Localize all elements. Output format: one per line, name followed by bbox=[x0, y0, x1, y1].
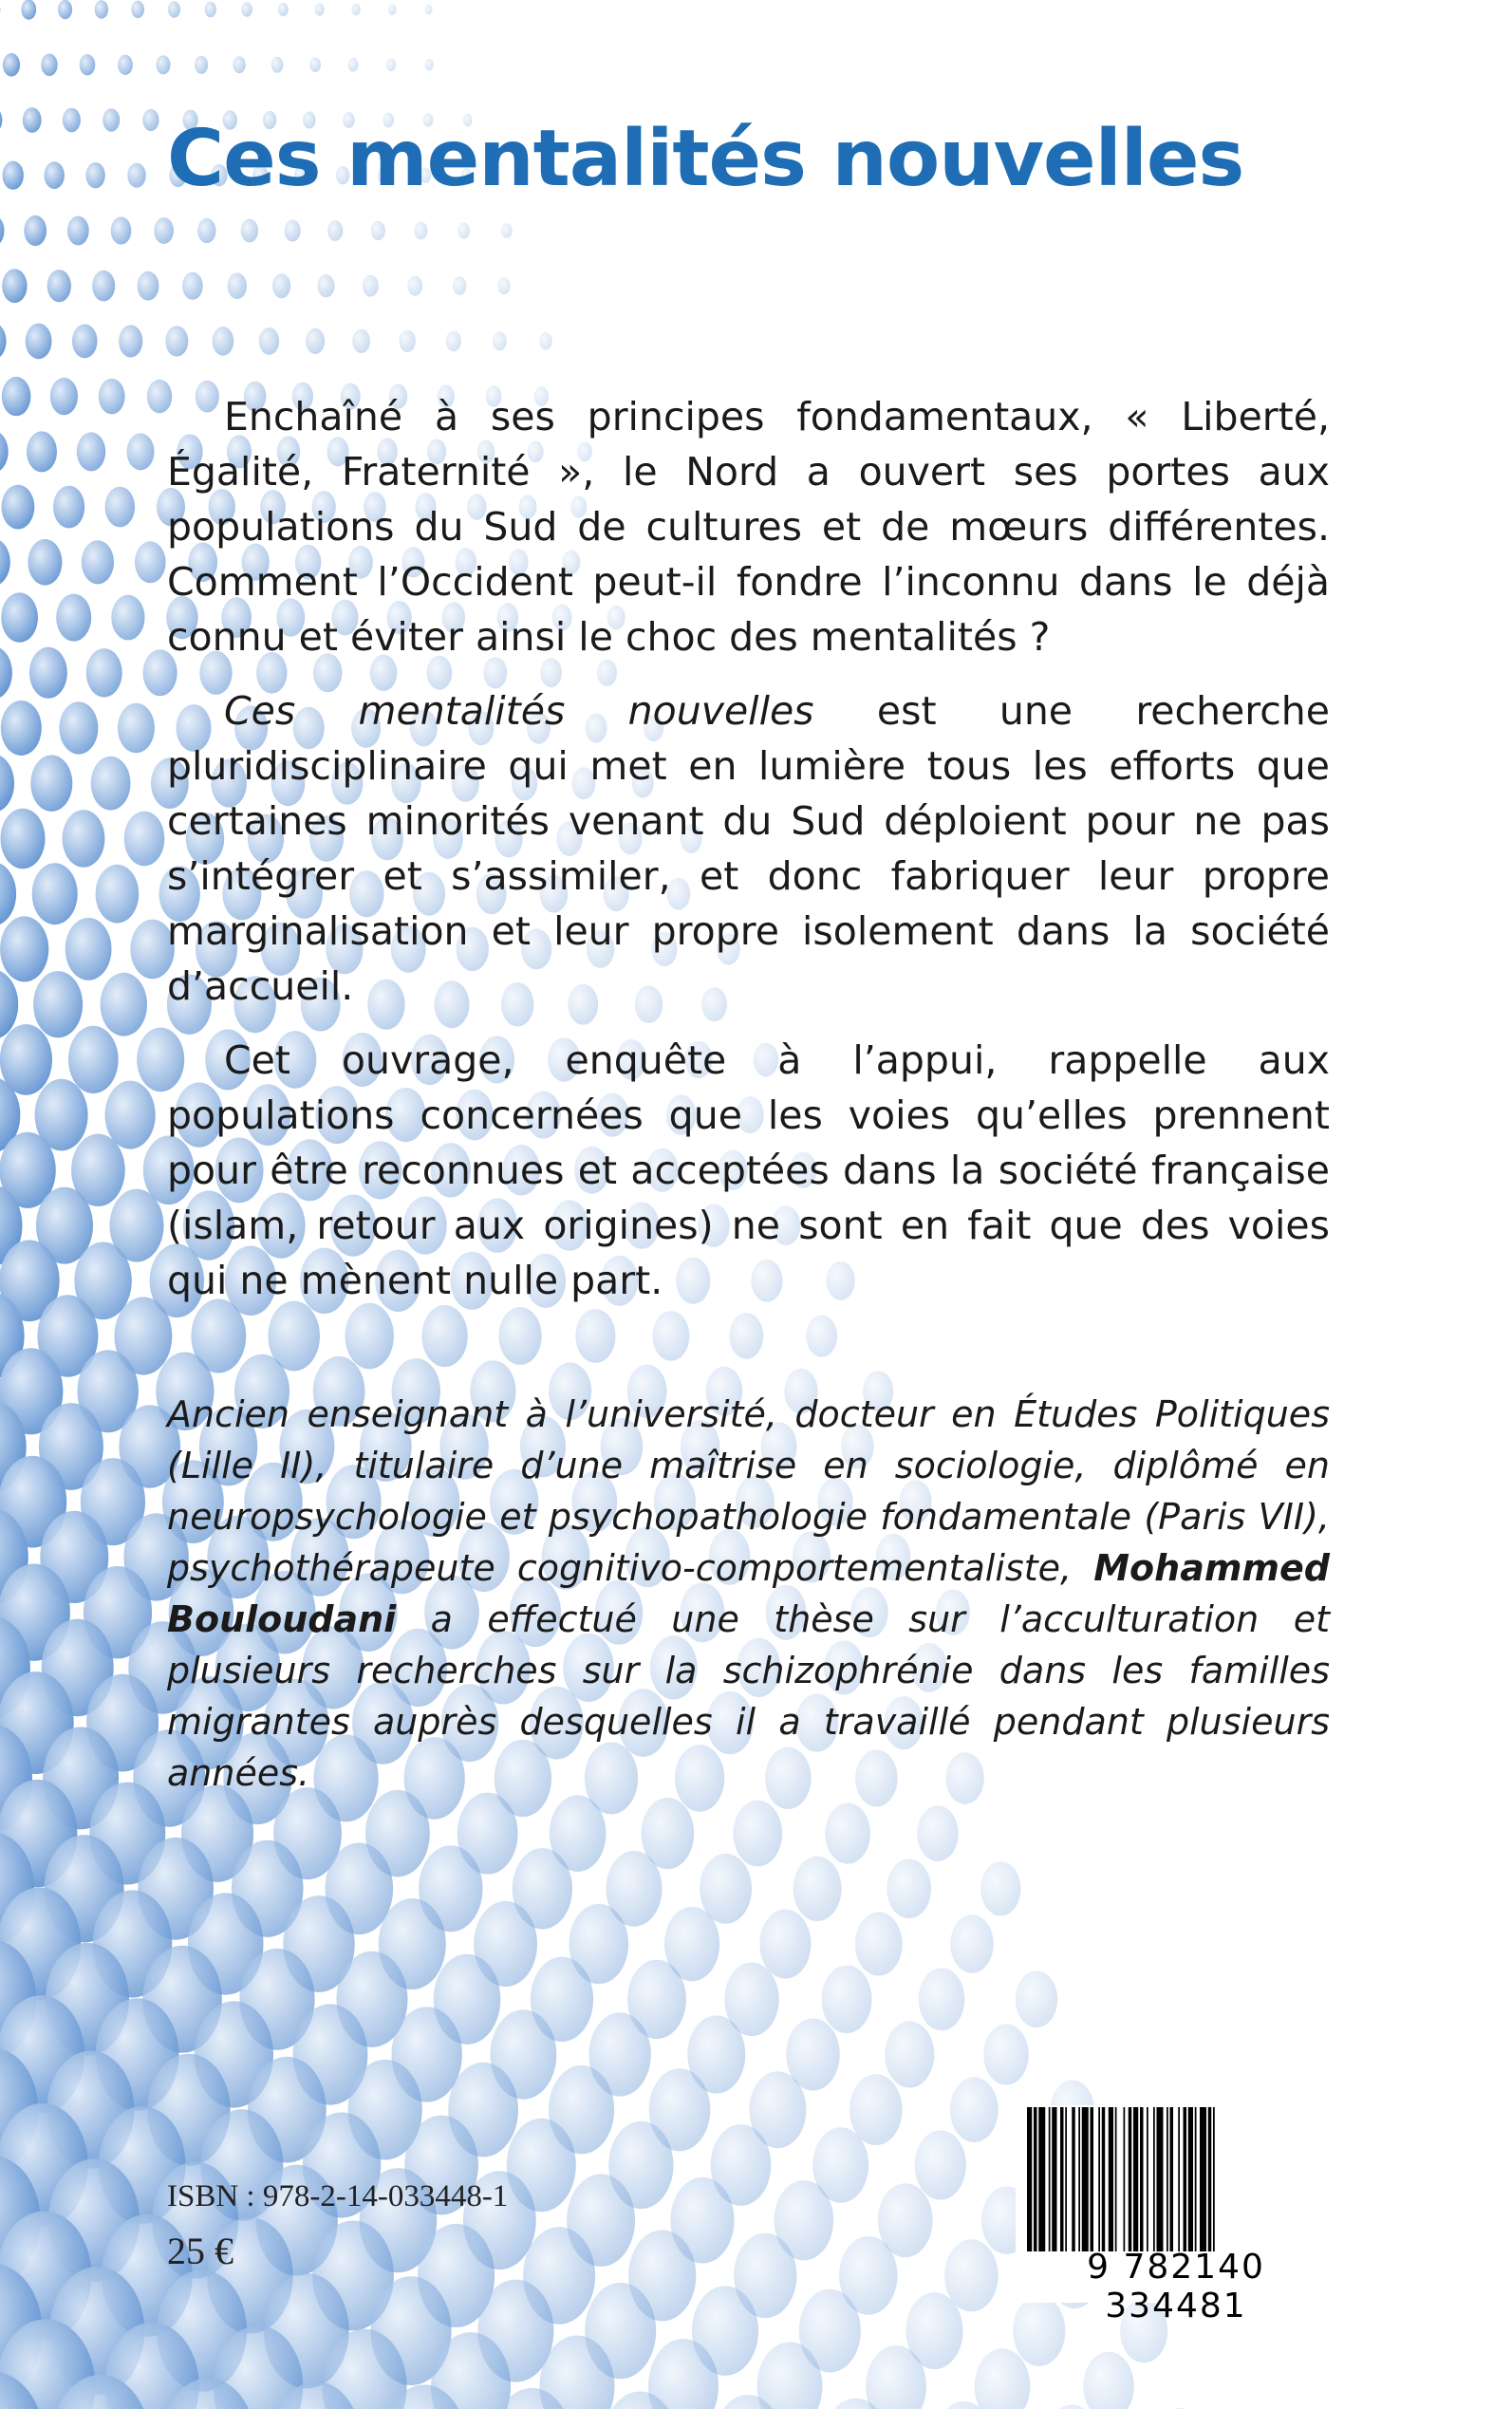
decorative-dot bbox=[105, 487, 136, 528]
decorative-dot bbox=[85, 162, 104, 188]
decorative-dot bbox=[944, 2239, 998, 2311]
decorative-dot bbox=[950, 1914, 993, 1972]
decorative-dot bbox=[26, 324, 52, 360]
book-title: Ces mentalités nouvelles bbox=[167, 114, 1244, 204]
decorative-dot bbox=[41, 54, 57, 77]
decorative-dot bbox=[72, 325, 98, 359]
barcode-bar bbox=[1208, 2107, 1212, 2251]
decorative-dot bbox=[124, 812, 165, 867]
decorative-dot bbox=[228, 272, 247, 299]
decorative-dot bbox=[3, 161, 24, 190]
author-name: Mohammed Bouloudani bbox=[167, 1547, 1330, 1640]
decorative-dot bbox=[3, 53, 20, 77]
decorative-dot bbox=[453, 276, 466, 295]
decorative-dot bbox=[2, 485, 35, 530]
barcode-bar bbox=[1109, 2107, 1113, 2251]
barcode-bar bbox=[1072, 2107, 1075, 2251]
decorative-dot bbox=[285, 219, 301, 241]
decorative-dot bbox=[28, 539, 62, 586]
decorative-dot bbox=[47, 270, 71, 302]
decorative-dot bbox=[45, 161, 65, 189]
decorative-dot bbox=[213, 327, 234, 356]
decorative-dot bbox=[80, 54, 96, 75]
decorative-dot bbox=[318, 274, 335, 297]
decorative-dot bbox=[0, 323, 7, 360]
barcode-bar bbox=[1184, 2107, 1187, 2251]
decorative-dot bbox=[734, 1801, 783, 1867]
decorative-dot bbox=[497, 277, 510, 294]
decorative-dot bbox=[272, 273, 290, 298]
decorative-dot bbox=[63, 108, 81, 133]
back-cover-summary bbox=[167, 389, 1330, 1327]
decorative-dot bbox=[118, 55, 133, 75]
decorative-dot bbox=[92, 271, 115, 302]
decorative-dot bbox=[138, 271, 159, 301]
decorative-dot bbox=[77, 432, 105, 471]
barcode-bar bbox=[1065, 2107, 1067, 2251]
decorative-dot bbox=[23, 107, 42, 133]
decorative-dot bbox=[233, 56, 245, 73]
decorative-dot bbox=[91, 756, 131, 811]
barcode-bar bbox=[1195, 2107, 1197, 2251]
barcode-bar bbox=[1038, 2107, 1045, 2251]
decorative-dot bbox=[0, 430, 9, 473]
decorative-dot bbox=[0, 754, 14, 812]
decorative-dot bbox=[363, 275, 379, 297]
barcode-bar bbox=[1140, 2107, 1144, 2251]
decorative-dot bbox=[197, 218, 215, 243]
decorative-dot bbox=[0, 646, 12, 700]
barcode-bar bbox=[1091, 2107, 1094, 2251]
barcode-bar bbox=[1027, 2107, 1032, 2251]
decorative-dot bbox=[99, 379, 125, 415]
decorative-dot bbox=[386, 59, 396, 72]
decorative-dot bbox=[306, 328, 325, 354]
decorative-dot bbox=[975, 2348, 1031, 2409]
decorative-dot bbox=[1016, 1970, 1057, 2027]
decorative-dot bbox=[101, 973, 147, 1036]
decorative-dot bbox=[21, 0, 36, 20]
decorative-dot bbox=[0, 538, 10, 587]
decorative-dot bbox=[82, 540, 114, 584]
barcode-bar bbox=[1049, 2107, 1051, 2251]
barcode-bar bbox=[1153, 2107, 1155, 2251]
decorative-dot bbox=[103, 108, 120, 131]
decorative-dot bbox=[457, 222, 470, 238]
decorative-dot bbox=[983, 2024, 1029, 2084]
decorative-dot bbox=[50, 378, 78, 415]
decorative-dot bbox=[849, 2074, 902, 2145]
decorative-dot bbox=[182, 272, 203, 300]
decorative-dot bbox=[119, 325, 142, 357]
decorative-dot bbox=[65, 918, 112, 980]
decorative-dot bbox=[63, 810, 105, 868]
decorative-dot bbox=[111, 595, 144, 641]
decorative-dot bbox=[1, 700, 42, 756]
author-bio-text-start: Ancien enseignant à l’université, docteur en Études Politiques (Lille II), titulaire d’une maîtrise en sociologie, diplômé en neuropsychologie et psychopathologie fondamentale (Paris VII), psychothérapeute cognitivo-comportementaliste, bbox=[167, 1393, 1330, 1589]
author-bio-text-end: a effectué une thèse sur l’acculturation et plusieurs recherches sur la schizophrénie dans les familles migrantes auprès desquelles il a travaillé pendant plusieurs années. bbox=[167, 1598, 1330, 1794]
decorative-dot bbox=[309, 57, 321, 72]
barcode-bar bbox=[1213, 2107, 1215, 2251]
barcode-bar bbox=[1157, 2107, 1164, 2251]
decorative-dot bbox=[24, 215, 47, 246]
decorative-dot bbox=[887, 1858, 931, 1918]
decorative-dot bbox=[2, 377, 31, 416]
decorative-dot bbox=[825, 1803, 870, 1864]
decorative-dot bbox=[29, 647, 67, 699]
decorative-dot bbox=[348, 58, 359, 72]
decorative-dot bbox=[327, 220, 343, 241]
decorative-dot bbox=[980, 1861, 1020, 1915]
decorative-dot bbox=[822, 1966, 872, 2034]
decorative-dot bbox=[33, 971, 83, 1037]
decorative-dot bbox=[259, 327, 279, 355]
decorative-dot bbox=[205, 2, 216, 18]
decorative-dot bbox=[96, 865, 140, 924]
decorative-dot bbox=[415, 222, 428, 240]
barcode-bar bbox=[1129, 2107, 1132, 2251]
book-title-italic: Ces mentalités nouvelles bbox=[224, 688, 814, 734]
barcode-bar bbox=[1102, 2107, 1106, 2251]
decorative-dot bbox=[131, 1, 144, 18]
decorative-dot bbox=[1083, 2352, 1134, 2409]
decorative-dot bbox=[241, 2, 252, 17]
decorative-dot bbox=[95, 0, 108, 18]
decorative-dot bbox=[127, 163, 145, 188]
decorative-dot bbox=[271, 57, 284, 73]
decorative-dot bbox=[135, 541, 166, 583]
decorative-dot bbox=[168, 1, 180, 17]
decorative-dot bbox=[950, 2077, 999, 2142]
decorative-dot bbox=[111, 216, 132, 244]
decorative-dot bbox=[446, 331, 461, 352]
barcode-bar bbox=[1133, 2107, 1138, 2251]
decorative-dot bbox=[407, 276, 422, 296]
price: 25 € bbox=[167, 2230, 233, 2272]
decorative-dot bbox=[400, 330, 416, 353]
decorative-dot bbox=[885, 2021, 934, 2087]
decorative-dot bbox=[27, 431, 57, 472]
decorative-dot bbox=[195, 56, 208, 74]
decorative-dot bbox=[759, 1910, 811, 1979]
decorative-dot bbox=[278, 3, 289, 17]
decorative-dot bbox=[68, 1026, 119, 1093]
barcode-bar bbox=[1188, 2107, 1193, 2251]
decorative-dot bbox=[424, 59, 433, 71]
decorative-dot bbox=[915, 2130, 966, 2199]
decorative-dot bbox=[0, 916, 48, 981]
barcode-bar bbox=[1147, 2107, 1148, 2251]
decorative-dot bbox=[58, 0, 72, 19]
decorative-dot bbox=[1, 809, 46, 869]
decorative-dot bbox=[388, 4, 397, 15]
barcode-bar bbox=[1082, 2107, 1089, 2251]
barcode-bar bbox=[1052, 2107, 1056, 2251]
decorative-dot bbox=[56, 594, 91, 642]
barcode-bar bbox=[1115, 2107, 1117, 2251]
barcode-bar bbox=[1034, 2107, 1037, 2251]
barcode-bar bbox=[1200, 2107, 1206, 2251]
decorative-dot bbox=[539, 332, 552, 349]
barcode-bar bbox=[1098, 2107, 1100, 2251]
author-bio bbox=[167, 1389, 1330, 1799]
decorative-dot bbox=[371, 221, 385, 240]
summary-paragraph-3: Cet ouvrage, enquête à l’appui, rappelle aux populations concernées que les voies qu’elles prennent pour être reconnues et acceptées dans la société française (islam, retour aux origines) ne sont en fait que des voies qui ne mènent nulle part. bbox=[167, 1037, 1330, 1303]
summary-paragraph-1: Enchaîné à ses principes fondamentaux, « Liberté, Égalité, Fraternité », le Nord a ouvert ses portes aux populations du Sud de cultures et de mœurs différentes. Comment l’Occident peut-il fondre l’inconnu dans le déjà connu et éviter ainsi le choc des mentalités ? bbox=[167, 394, 1330, 660]
decorative-dot bbox=[59, 701, 98, 754]
decorative-dot bbox=[127, 433, 155, 470]
barcode-bar bbox=[1060, 2107, 1064, 2251]
summary-paragraph-2 bbox=[167, 683, 1330, 1014]
decorative-dot bbox=[793, 1857, 842, 1921]
decorative-dot bbox=[2, 269, 27, 303]
barcode-bar bbox=[1170, 2107, 1174, 2251]
decorative-dot bbox=[154, 217, 174, 244]
decorative-dot bbox=[30, 756, 72, 812]
summary-paragraph-2-text: est une recherche pluridisciplinaire qui met en lumière tous les efforts que certaines minorités venant du Sud déploient pour ne pas s’intégrer et s’assimiler, et donc fabriquer leur propre marginalisation et leur propre isolement dans la société d’accueil. bbox=[167, 688, 1330, 1009]
decorative-dot bbox=[67, 216, 89, 246]
decorative-dot bbox=[917, 1805, 958, 1861]
decorative-dot bbox=[315, 3, 325, 16]
decorative-dot bbox=[0, 107, 2, 134]
decorative-dot bbox=[165, 326, 188, 356]
decorative-dot bbox=[32, 863, 78, 924]
decorative-dot bbox=[352, 329, 370, 353]
barcode-digits: 9 782140 334481 bbox=[1087, 2248, 1265, 2325]
decorative-dot bbox=[53, 486, 84, 529]
decorative-dot bbox=[86, 648, 122, 697]
barcode-bar bbox=[1178, 2107, 1180, 2251]
decorative-dot bbox=[919, 1968, 965, 2030]
barcode-bar bbox=[1124, 2107, 1126, 2251]
decorative-dot bbox=[0, 862, 16, 926]
decorative-dot bbox=[351, 4, 360, 16]
decorative-dot bbox=[0, 215, 5, 247]
barcode-bars bbox=[1027, 2107, 1333, 2251]
decorative-dot bbox=[1, 592, 38, 642]
barcode-bar bbox=[1078, 2107, 1080, 2251]
decorative-dot bbox=[425, 5, 433, 15]
decorative-dot bbox=[501, 223, 513, 238]
barcode bbox=[1016, 2105, 1336, 2325]
decorative-dot bbox=[493, 331, 507, 350]
isbn: ISBN : 978-2-14-033448-1 bbox=[167, 2179, 509, 2213]
decorative-dot bbox=[241, 219, 258, 243]
decorative-dot bbox=[142, 109, 159, 131]
decorative-dot bbox=[105, 1081, 156, 1149]
decorative-dot bbox=[157, 55, 171, 74]
decorative-dot bbox=[118, 703, 155, 754]
decorative-dot bbox=[855, 1912, 903, 1975]
barcode-bar bbox=[1167, 2107, 1168, 2251]
